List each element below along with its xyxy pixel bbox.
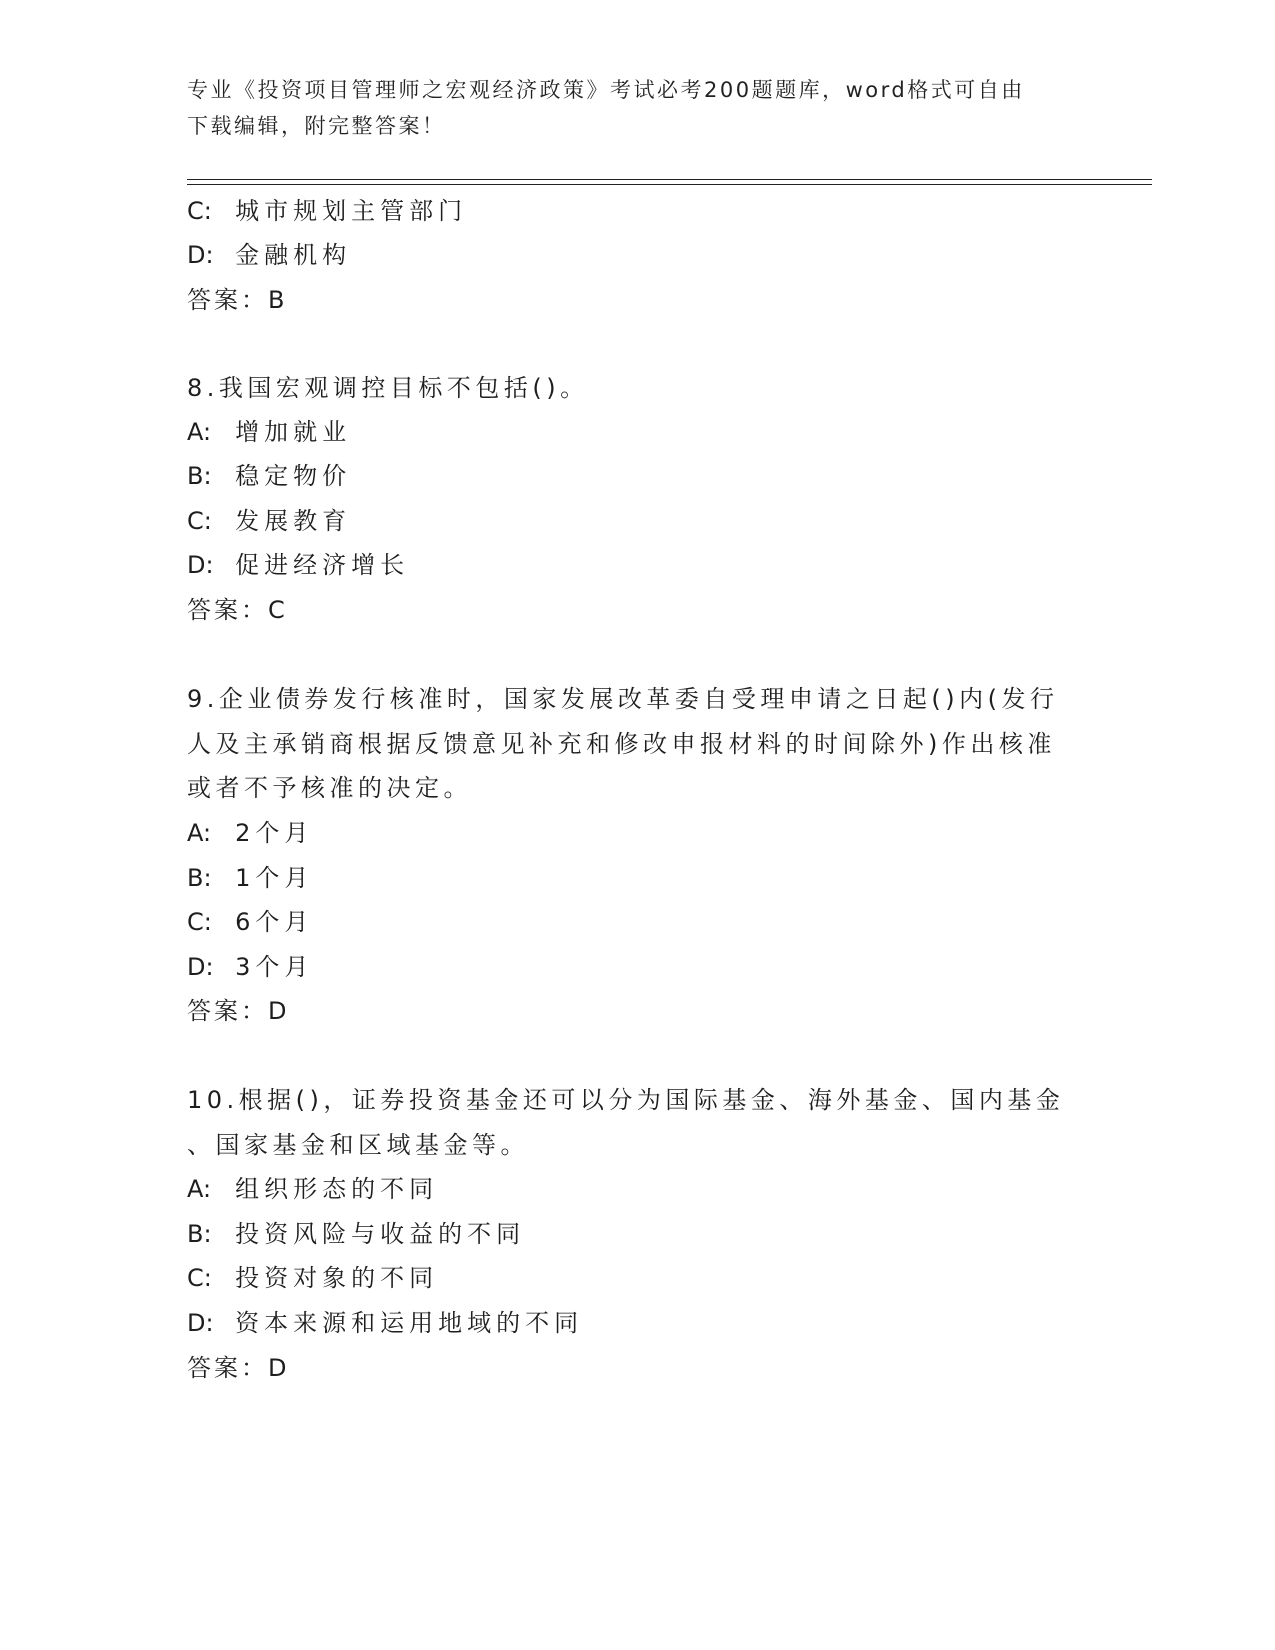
- header-divider-top: [187, 179, 1152, 180]
- option-text: 资本来源和运用地域的不同: [235, 1309, 584, 1337]
- option-text: 3个月: [235, 953, 314, 981]
- header-divider-bottom: [187, 184, 1152, 185]
- option-text: 促进经济增长: [235, 551, 410, 579]
- option-text: 发展教育: [235, 507, 352, 535]
- option-letter: A:: [187, 1175, 212, 1203]
- option-letter: B:: [187, 864, 212, 892]
- option-letter: B:: [187, 1220, 212, 1248]
- option-letter: D:: [187, 241, 214, 269]
- question-10-option-a: [187, 1167, 1087, 1212]
- option-letter: C:: [187, 1264, 212, 1292]
- question-9-stem-line-2: 人及主承销商根据反馈意见补充和修改申报材料的时间除外)作出核准: [187, 730, 1056, 758]
- option-letter: D:: [187, 1309, 214, 1337]
- option-text: 组织形态的不同: [235, 1175, 439, 1203]
- option-text: 2个月: [235, 819, 314, 847]
- question-9-stem-line-1: 9.企业债券发行核准时，国家发展改革委自受理申请之日起()内(发行: [187, 685, 1059, 713]
- question-10-option-d: [187, 1301, 1087, 1346]
- question-8-stem: 8.我国宏观调控目标不包括()。: [187, 374, 589, 402]
- question-8-option-c: [187, 499, 1087, 544]
- option-letter: C:: [187, 197, 212, 225]
- question-10-option-b: [187, 1212, 1087, 1257]
- question-10-stem-line-1: 10.根据()，证券投资基金还可以分为国际基金、海外基金、国内基金: [187, 1086, 1065, 1114]
- option-text: 增加就业: [235, 418, 352, 446]
- prev-answer: 答案：B: [187, 286, 288, 314]
- question-10-stem-line-2: 、国家基金和区域基金等。: [187, 1131, 529, 1159]
- question-9-answer: 答案：D: [187, 997, 290, 1025]
- question-9-option-a: [187, 811, 1087, 856]
- question-8-answer: 答案：C: [187, 596, 288, 624]
- option-text: 金融机构: [235, 241, 352, 269]
- question-10-option-c: [187, 1256, 1087, 1301]
- option-letter: D:: [187, 953, 214, 981]
- prev-option-c: [187, 189, 1087, 234]
- header-line-1: 专业《投资项目管理师之宏观经济政策》考试必考200题题库，word格式可自由: [187, 78, 1025, 102]
- option-letter: A:: [187, 418, 212, 446]
- option-letter: C:: [187, 507, 212, 535]
- option-text: 稳定物价: [235, 462, 352, 490]
- option-text: 投资对象的不同: [235, 1264, 439, 1292]
- document-header: [187, 72, 1067, 144]
- option-text: 1个月: [235, 864, 314, 892]
- question-9-option-c: [187, 900, 1087, 945]
- question-10-answer: 答案：D: [187, 1354, 290, 1382]
- question-9-stem-line-3: 或者不予核准的决定。: [187, 774, 472, 802]
- option-letter: B:: [187, 462, 212, 490]
- option-letter: C:: [187, 908, 212, 936]
- prev-option-d: [187, 233, 1087, 278]
- question-8-option-a: [187, 410, 1087, 455]
- question-8-option-b: [187, 454, 1087, 499]
- question-8-option-d: [187, 543, 1087, 588]
- option-letter: D:: [187, 551, 214, 579]
- question-9-option-d: [187, 945, 1087, 990]
- header-line-2: 下载编辑，附完整答案！: [187, 114, 446, 138]
- option-text: 投资风险与收益的不同: [235, 1220, 526, 1248]
- option-text: 6个月: [235, 908, 314, 936]
- question-9-option-b: [187, 856, 1087, 901]
- option-letter: A:: [187, 819, 212, 847]
- option-text: 城市规划主管部门: [235, 197, 468, 225]
